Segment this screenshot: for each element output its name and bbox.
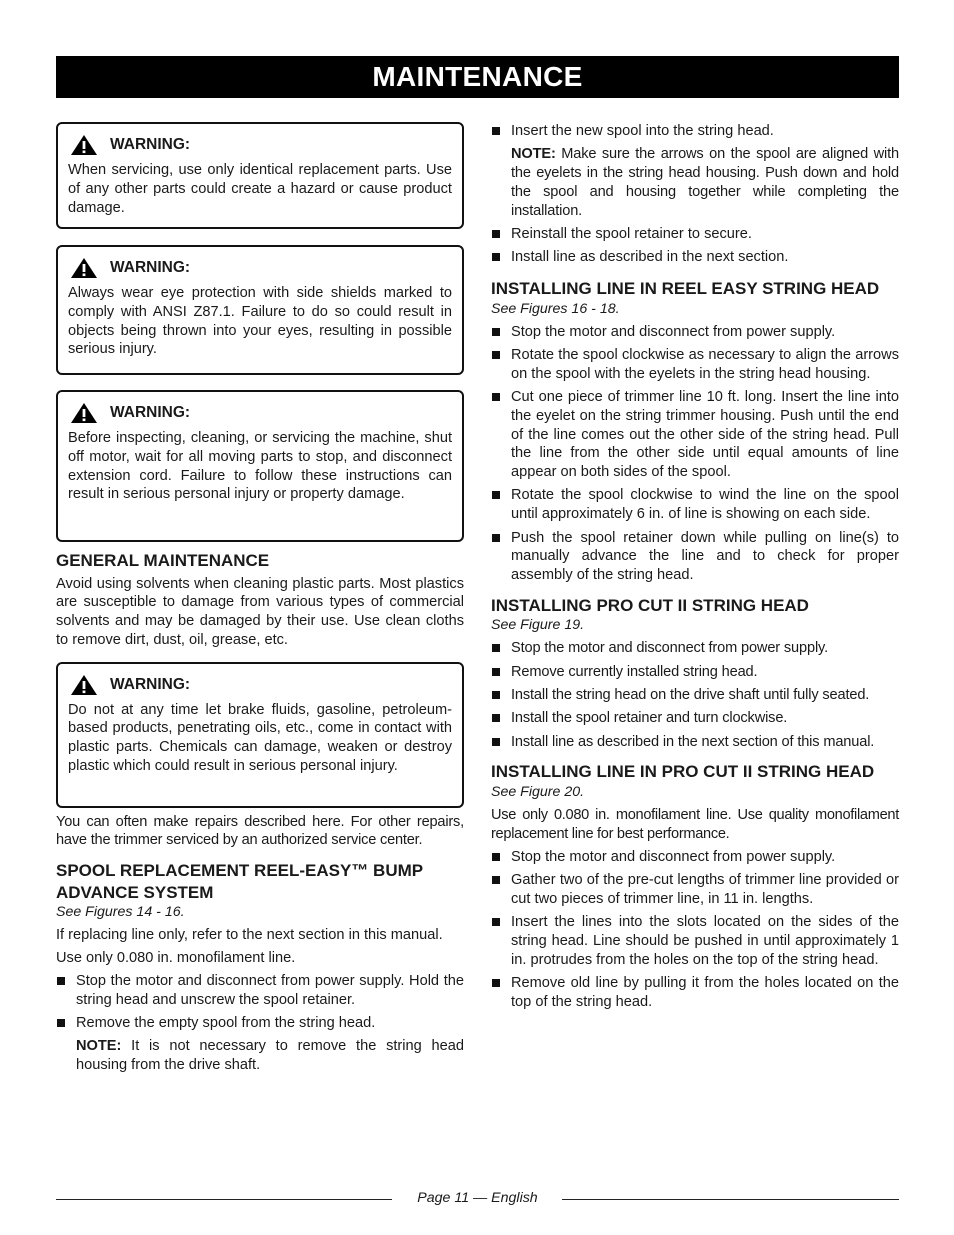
- paragraph: Use only 0.080 in. monofilament line.: [56, 950, 296, 967]
- list-item-text: Remove currently installed string head.: [511, 663, 758, 680]
- bullet-square-icon: [492, 979, 500, 987]
- bullet-square-icon: [492, 534, 500, 542]
- see-figures: See Figure 19.: [491, 617, 585, 634]
- list-item: [491, 871, 899, 909]
- warning-label: WARNING:: [110, 404, 191, 421]
- warning-header: [68, 674, 452, 696]
- list-item: [491, 225, 899, 244]
- bullet-square-icon: [492, 853, 500, 861]
- list-item-text: Gather two of the pre-cut lengths of trimmer line provided or cut two pieces of trimmer line, in 11 in. lengths.: [511, 871, 899, 907]
- list-item: [491, 848, 899, 867]
- general-maintenance-text: Avoid using solvents when cleaning plastic parts. Most plastics are susceptible to damage from various types of commercial solvents and may be damaged by their use. Use clean cloths to remove dirt, dust, oil, grease, etc.: [56, 575, 464, 648]
- pro-cut-line-steps-list: [491, 848, 899, 1012]
- section-heading-reel-easy: INSTALLING LINE IN REEL EASY STRING HEAD: [491, 279, 880, 299]
- warning-box-eye-protection: [56, 245, 464, 375]
- bullet-square-icon: [492, 393, 500, 401]
- section-heading-general-maintenance: GENERAL MAINTENANCE: [56, 551, 270, 570]
- warning-text: When servicing, use only identical replacement parts. Use of any other parts could create a hazard or cause product damage.: [68, 162, 452, 216]
- list-item-text: Stop the motor and disconnect from power supply.: [511, 848, 836, 865]
- list-item-text: Rotate the spool clockwise to wind the line on the spool until approximately 6 in. of line is showing on each side.: [511, 487, 899, 523]
- list-item: [491, 686, 899, 705]
- bullet-square-icon: [492, 691, 500, 699]
- note: [56, 1037, 464, 1075]
- bullet-square-icon: [57, 977, 65, 985]
- list-item: [491, 639, 899, 658]
- bullet-square-icon: [492, 714, 500, 722]
- page-footer: [56, 1188, 899, 1208]
- spool-steps-list: [56, 972, 464, 1033]
- list-item: [491, 733, 899, 752]
- list-item: [491, 709, 899, 728]
- list-item-text: Push the spool retainer down while pulling on line(s) to manually advance the line and to check for proper assembly of the string head.: [511, 529, 899, 584]
- bullet-square-icon: [492, 491, 500, 499]
- note-text: Make sure the arrows on the spool are aligned with the eyelets in the string head housing. Push down and hold the spool and housing together while completing the installation.: [511, 146, 899, 219]
- list-item: [491, 388, 899, 482]
- paragraph: If replacing line only, refer to the next section in this manual.: [56, 927, 443, 944]
- bullet-square-icon: [57, 1019, 65, 1027]
- warning-text: Always wear eye protection with side shields marked to comply with ANSI Z87.1. Failure to do so could result in objects being thrown into your eyes, resulting in possible serious injury.: [68, 285, 452, 358]
- list-item: [491, 122, 899, 141]
- warning-label: WARNING:: [110, 675, 191, 693]
- note: [491, 145, 899, 220]
- list-item-text: Insert the lines into the slots located on the sides of the string head. Line should be pushed in until approximately 1 in. protrudes from the holes on the top of the string head.: [511, 913, 899, 968]
- warning-triangle-icon: [70, 674, 98, 696]
- warning-triangle-icon: [70, 134, 98, 156]
- note-text: It is not necessary to remove the string head housing from the drive shaft.: [76, 1038, 464, 1074]
- list-item: [491, 323, 899, 342]
- list-item-text: Remove old line by pulling it from the holes located on the top of the string head.: [511, 974, 899, 1010]
- pro-cut-steps-list: [491, 639, 899, 751]
- note-label: NOTE:: [76, 1038, 122, 1055]
- list-item: [491, 346, 899, 384]
- bullet-square-icon: [492, 668, 500, 676]
- list-item: [56, 1014, 464, 1033]
- bullet-square-icon: [492, 351, 500, 359]
- see-figures: See Figures 14 - 16.: [56, 904, 185, 921]
- warning-triangle-icon: [70, 257, 98, 279]
- list-item: [56, 972, 464, 1010]
- bullet-square-icon: [492, 876, 500, 884]
- left-column: [56, 122, 464, 1075]
- list-item: [491, 913, 899, 969]
- list-item-text: Cut one piece of trimmer line 10 ft. long. Insert the line into the eyelet on the string trimmer housing. Push until the end of the line comes out the other side of the string head. Pull the line from the other side until equal amounts of line appear on both sides of the spool.: [511, 388, 899, 481]
- repairs-text: You can often make repairs described here. For other repairs, have the trimmer serviced by an authorized service center.: [56, 813, 464, 849]
- warning-box-chemicals: [56, 662, 464, 808]
- list-item-text: Stop the motor and disconnect from power supply. Hold the string head and unscrew the spool retainer.: [76, 972, 464, 1008]
- warning-text: Do not at any time let brake fluids, gasoline, petroleum-based products, penetrating oils, etc., come in contact with plastic parts. Chemicals can damage, weaken or destroy plastic which could result in serious personal injury.: [68, 701, 452, 775]
- list-item-text: Install the string head on the drive shaft until fully seated.: [511, 687, 870, 704]
- bullet-square-icon: [492, 738, 500, 746]
- section-heading-pro-cut: INSTALLING PRO CUT II STRING HEAD: [491, 595, 809, 615]
- bullet-square-icon: [492, 127, 500, 135]
- warning-triangle-icon: [70, 402, 98, 424]
- list-item-text: Stop the motor and disconnect from power supply.: [511, 323, 836, 340]
- bullet-square-icon: [492, 253, 500, 261]
- list-item-text: Rotate the spool clockwise as necessary to align the arrows on the spool with the eyelets in the string head housing.: [511, 346, 899, 382]
- warning-header: [68, 257, 452, 279]
- list-item: [491, 974, 899, 1012]
- list-item: [491, 529, 899, 585]
- list-item-text: Reinstall the spool retainer to secure.: [511, 225, 752, 242]
- warning-text: Before inspecting, cleaning, or servicing the machine, shut off motor, wait for all moving parts to stop, and disconnect extension cord. Failure to follow these instructions can result in serious personal injury or property damage.: [68, 430, 452, 503]
- bullet-square-icon: [492, 918, 500, 926]
- spool-retainer-list: [491, 225, 899, 267]
- page-number: Page 11 — English: [417, 1190, 538, 1206]
- list-item: [491, 486, 899, 524]
- warning-label: WARNING:: [110, 259, 191, 276]
- spool-install-list: [491, 122, 899, 141]
- list-item-text: Insert the new spool into the string head.: [511, 123, 774, 139]
- warning-box-servicing: [56, 390, 464, 542]
- list-item: [491, 248, 899, 267]
- page-title-banner: [56, 56, 899, 98]
- warning-header: [68, 402, 452, 424]
- warning-box-parts: [56, 122, 464, 229]
- list-item-text: Install the spool retainer and turn clockwise.: [511, 710, 788, 727]
- note-label: NOTE:: [511, 146, 556, 163]
- bullet-square-icon: [492, 230, 500, 238]
- right-column: [491, 122, 899, 1016]
- list-item-text: Install line as described in the next section of this manual.: [511, 733, 875, 750]
- list-item: [491, 663, 899, 682]
- section-heading-pro-cut-line: INSTALLING LINE IN PRO CUT II STRING HEAD: [491, 762, 875, 782]
- paragraph: Use only 0.080 in. monofilament line. Use quality monofilament replacement line for best performance.: [491, 806, 899, 842]
- section-heading-spool-replacement: SPOOL REPLACEMENT REEL-EASY™ BUMP ADVANCE SYSTEM: [56, 861, 423, 902]
- list-item-text: Stop the motor and disconnect from power supply.: [511, 640, 829, 657]
- see-figures: See Figure 20.: [491, 783, 585, 800]
- page-title: MAINTENANCE: [372, 61, 583, 92]
- list-item-text: Install line as described in the next section.: [511, 249, 789, 266]
- see-figures: See Figures 16 - 18.: [491, 300, 620, 317]
- bullet-square-icon: [492, 328, 500, 336]
- warning-header: [68, 134, 452, 156]
- bullet-square-icon: [492, 644, 500, 652]
- list-item-text: Remove the empty spool from the string head.: [76, 1014, 376, 1031]
- warning-label: WARNING:: [110, 136, 191, 153]
- reel-easy-steps-list: [491, 323, 899, 585]
